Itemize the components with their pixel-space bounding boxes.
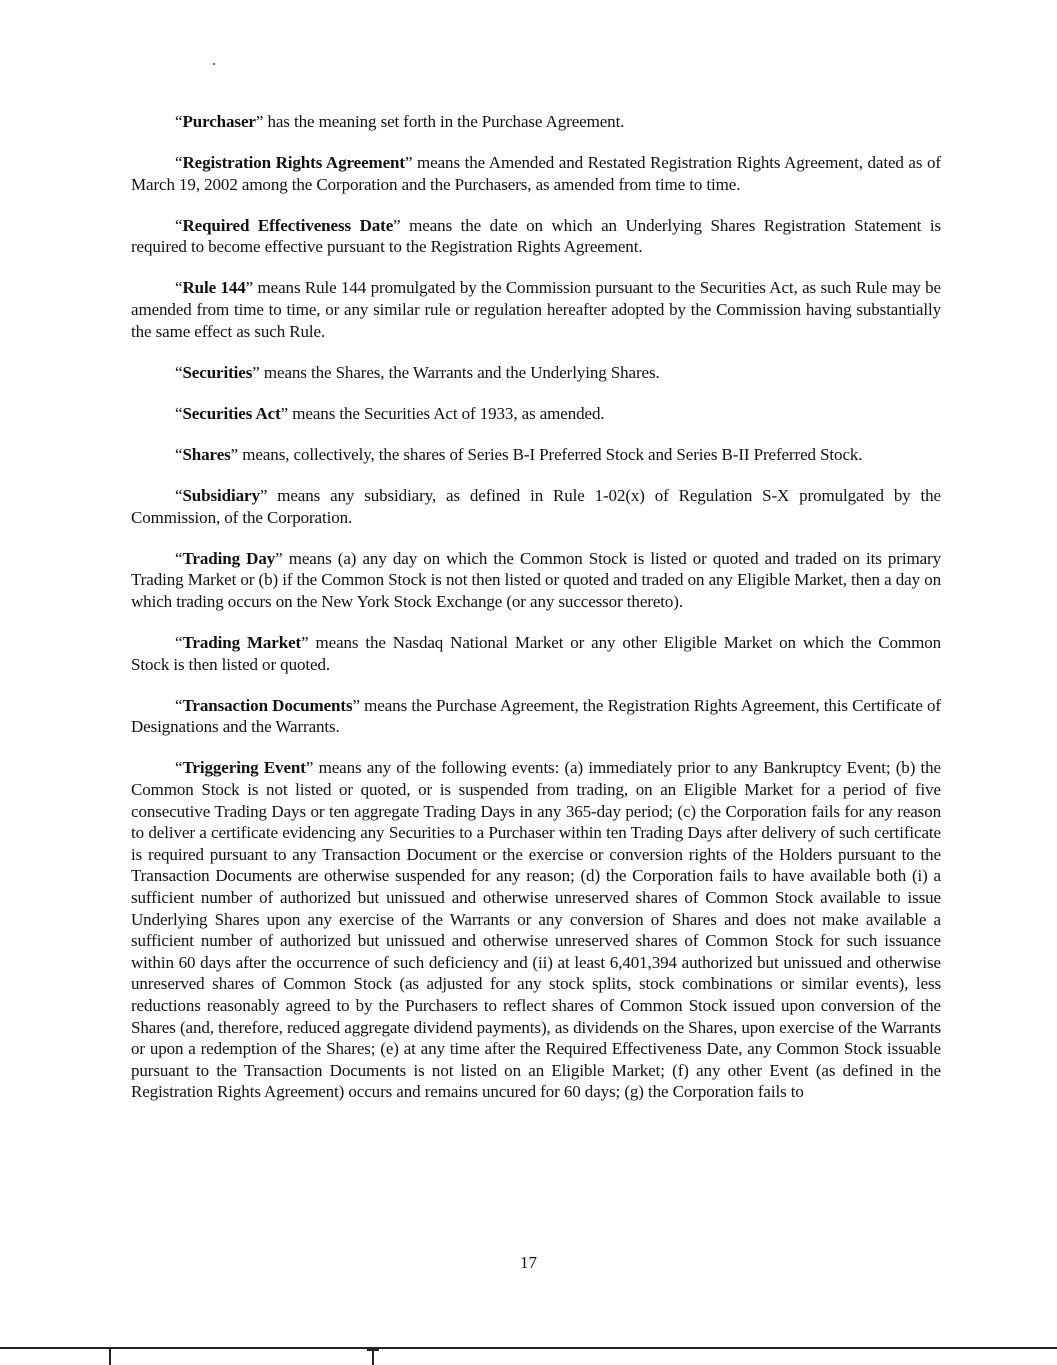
definition-text: means the Securities Act of 1933, as amended. (288, 403, 605, 423)
defined-term: Subsidiary (182, 486, 260, 506)
definition-trading-market: “Trading Market” means the Nasdaq National Market or any other Eligible Market on which the Common Stock is then listed or quoted. (131, 633, 941, 674)
defined-term: Securities (182, 362, 253, 382)
defined-term: Transaction Documents (182, 695, 353, 715)
definition-shares: “Shares” means, collectively, the shares of Series B-I Preferred Stock and Series B-II Preferred Stock. (175, 444, 863, 464)
definition-text: means, collectively, the shares of Series B-I Preferred Stock and Series B-II Preferred Stock. (238, 444, 863, 464)
definition-securities-act: “Securities Act” means the Securities Act of 1933, as amended. (175, 403, 605, 423)
definition-text: means the date on which an Underlying Shares Registration Statement is required to become effective pursuant to the Registration Rights Agreement. (131, 215, 941, 257)
definition-rule-144: “Rule 144” means Rule 144 promulgated by the Commission pursuant to the Securities Act, as such Rule may be amended from time to time, or any similar rule or regulation hereafter adopted by the Commission having substantially the same effect as such Rule. (131, 278, 941, 341)
defined-term: Registration Rights Agreement (182, 153, 405, 173)
definition-text: means any of the following events: (a) immediately prior to any Bankruptcy Event; (b) the Common Stock is not listed or quoted, or is suspended from trading, on an Eligible Market for a period of five consecutive Trading Days or ten aggregate Trading Days in any 365-day period; (c) the Corporation fails for any reason to deliver a certificate evidencing any Securities to a Purchaser within ten Trading Days after delivery of such certificate is required pursuant to any Transaction Document or the exercise or conversion rights of the Holders pursuant to the Transaction Documents are otherwise suspended for any reason; (d) the Corporation fails to have available both (i) a sufficient number of authorized but unissued and otherwise unreserved shares of Common Stock available to issue Underlying Shares upon any exercise of the Warrants or any conversion of Shares and does not make available a sufficient number of authorized but unissued and otherwise unreserved shares of Common Stock for such issuance within 60 days after the occurrence of such deficiency and (ii) at least 6,401,394 authorized but unissued and otherwise unreserved shares of Common Stock (as adjusted for any stock splits, stock combinations or similar events), less reductions reasonably agreed to by the Purchasers to reflect shares of Common Stock issued upon conversion of the Shares (and, therefore, reduced aggregate dividend payments), as dividends on the Shares, upon exercise of the Warrants or upon a redemption of the Shares; (e) at any time after the Required Effectiveness Date, any Common Stock issuable pursuant to the Transaction Documents is not listed on an Eligible Market; (f) any other Event (as defined in the Registration Rights Agreement) occurs and remains uncured for 60 days; (g) the Corporation fails to (131, 758, 941, 1102)
defined-term: Required Effectiveness Date (182, 215, 394, 235)
definition-triggering-event: “Triggering Event” means any of the following events: (a) immediately prior to any Bankruptcy Event; (b) the Common Stock is not listed or quoted, or is suspended from trading, on an Eligible Market for a period of five consecutive Trading Days or ten aggregate Trading Days in any 365-day period; (c) the Corporation fails for any reason to deliver a certificate evidencing any Securities to a Purchaser within ten Trading Days after delivery of such certificate is required pursuant to any Transaction Document or the exercise or conversion rights of the Holders pursuant to the Transaction Documents are otherwise suspended for any reason; (d) the Corporation fails to have available both (i) a sufficient number of authorized but unissued and otherwise unreserved shares of Common Stock available to issue Underlying Shares upon any exercise of the Warrants or any conversion of Shares and does not make available a sufficient number of authorized but unissued and otherwise unreserved shares of Common Stock for such issuance within 60 days after the occurrence of such deficiency and (ii) at least 6,401,394 authorized but unissued and otherwise unreserved shares of Common Stock (as adjusted for any stock splits, stock combinations or similar events), less reductions reasonably agreed to by the Purchasers to reflect shares of Common Stock issued upon conversion of the Shares (and, therefore, reduced aggregate dividend payments), as dividends on the Shares, upon exercise of the Warrants or upon a redemption of the Shares; (e) at any time after the Required Effectiveness Date, any Common Stock issuable pursuant to the Transaction Documents is not listed on an Eligible Market; (f) any other Event (as defined in the Registration Rights Agreement) occurs and remains uncured for 60 days; (g) the Corporation fails to (131, 758, 941, 1102)
defined-term: Trading Day (182, 548, 276, 568)
definition-text: means any subsidiary, as defined in Rule 1-02(x) of Regulation S-X promulgated by the Commission, of the Corporation. (131, 486, 941, 527)
rule-tick (109, 1349, 111, 1365)
definition-subsidiary: “Subsidiary” means any subsidiary, as defined in Rule 1-02(x) of Regulation S-X promulgated by the Commission, of the Corporation. (131, 486, 941, 527)
rule-tick-cap (367, 1349, 379, 1351)
definition-purchaser: “Purchaser” has the meaning set forth in the Purchase Agreement. (175, 112, 625, 131)
defined-term: Triggering Event (182, 758, 306, 778)
definition-text: has the meaning set forth in the Purchase Agreement. (263, 112, 625, 131)
definition-required-effectiveness-date: “Required Effectiveness Date” means the date on which an Underlying Shares Registration Statement is required to become effective pursuant to the Registration Rights Agreement. (131, 215, 941, 257)
scan-speck (213, 63, 215, 65)
defined-term: Securities Act (182, 403, 281, 423)
defined-term: Shares (182, 444, 231, 464)
definition-text: means the Nasdaq National Market or any other Eligible Market on which the Common Stock is then listed or quoted. (131, 633, 941, 674)
definition-securities: “Securities” means the Shares, the Warrants and the Underlying Shares. (175, 362, 660, 382)
page-number: 17 (520, 1253, 537, 1272)
definition-text: means the Amended and Restated Registration Rights Agreement, dated as of March 19, 2002 among the Corporation and the Purchasers, as amended from time to time. (131, 153, 941, 194)
definitions-list (131, 111, 941, 1122)
definition-registration-rights-agreement: “Registration Rights Agreement” means the Amended and Restated Registration Rights Agreement, dated as of March 19, 2002 among the Corporation and the Purchasers, as amended from time to time. (131, 153, 941, 194)
definition-text: means Rule 144 promulgated by the Commission pursuant to the Securities Act, as such Rule may be amended from time to time, or any similar rule or regulation hereafter adopted by the Commission having substantially the same effect as such Rule. (131, 278, 941, 341)
definition-text: means the Shares, the Warrants and the Underlying Shares. (259, 362, 660, 382)
definition-text: means (a) any day on which the Common Stock is listed or quoted and traded on its primary Trading Market or (b) if the Common Stock is not then listed or quoted and traded on any Eligible Market, then a day on which trading occurs on the New York Stock Exchange (or any successor thereto). (131, 548, 941, 611)
defined-term: Trading Market (182, 633, 302, 652)
defined-term: Purchaser (182, 112, 256, 131)
rule-tick (372, 1349, 374, 1365)
defined-term: Rule 144 (182, 278, 246, 298)
definition-transaction-documents: “Transaction Documents” means the Purchase Agreement, the Registration Rights Agreement, this Certificate of Designations and the Warrants. (131, 695, 941, 737)
bottom-rule (0, 1347, 1057, 1349)
definition-trading-day: “Trading Day” means (a) any day on which the Common Stock is listed or quoted and traded on its primary Trading Market or (b) if the Common Stock is not then listed or quoted and traded on any Eligible Market, then a day on which trading occurs on the New York Stock Exchange (or any successor thereto). (131, 548, 941, 611)
definition-text: means the Purchase Agreement, the Registration Rights Agreement, this Certificate of Designations and the Warrants. (131, 695, 941, 737)
